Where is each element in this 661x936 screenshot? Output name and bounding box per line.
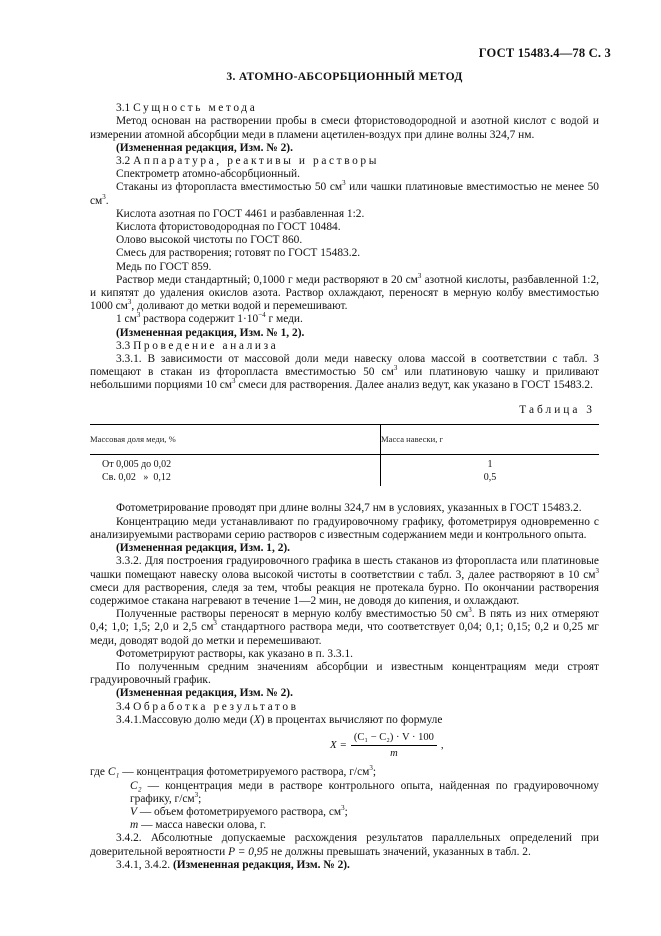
item-concentration: 1 $см^3$ раствора содержит $1\cdot 10^{-4}$ г меди.	[116, 311, 303, 326]
section-title: 3. АТОМНО-АБСОРБЦИОННЫЙ МЕТОД	[226, 70, 463, 83]
item-standard-solution: Раствор меди стандартный; 0,1000 г меди растворяют в 20 $см^3$ азотной кислоты, разбавленной 1:2, и кипятят до удаления окислов азота. Раствор охлаждают, переносят в мерную колбу вместимостью 1000 $см^3$, доливают до метки водой и перемешивают.	[90, 272, 599, 313]
table-cell: От 0,005 до 0,02	[90, 455, 381, 472]
item-hydrofluoric-acid: Кислота фтористоводородная по ГОСТ 10484.	[116, 221, 341, 234]
item-tin: Олово высокой чистоты по ГОСТ 860.	[116, 234, 303, 247]
paragraph-graph: По полученным средним значениям абсорбции и известным концентрациям меди строят градуировочный график.	[90, 660, 599, 687]
paragraph-method: Метод основан на растворении пробы в смеси фтористоводородной и азотной кислот с водой и измерении атомной абсорбции меди в пламени ацетилен-воздух при длине волны 324,7 нм.	[90, 115, 599, 141]
item-nitric-acid: Кислота азотная по ГОСТ 4461 и разбавленная 1:2.	[116, 207, 365, 220]
revision-note: (Измененная редакция, Изм. № 2).	[116, 687, 293, 700]
definition-c1: где C₁ — концентрация фотометрируемого раствора, $г/см^3$;	[90, 764, 376, 779]
paragraph-3-4-2: 3.4.2. Абсолютные допускаемые расхождения результатов параллельных определений при доверительной вероятности P = 0,95 не должны превышать значений, указанных в табл. 2.	[90, 832, 599, 858]
revision-note: (Измененная редакция, Изм. № 2).	[116, 141, 293, 154]
table-cell: 0,5	[483, 472, 497, 484]
formula-lhs: X =	[330, 739, 347, 752]
table-header-cell: Массовая доля меди, %	[90, 424, 381, 454]
subsection-3-2-heading: 3.2 Аппаратура, реактивы и растворы	[116, 155, 379, 168]
table-header-cell: Масса навески, г	[381, 424, 600, 454]
revision-note: (Измененная редакция, Изм. 1, 2).	[116, 542, 291, 555]
table-cell: 1	[487, 459, 493, 471]
table-row	[90, 455, 599, 472]
formula-fraction	[351, 731, 437, 760]
revision-note: 3.4.1, 3.4.2. (Измененная редакция, Изм. № 2).	[116, 858, 350, 871]
item-copper: Медь по ГОСТ 859.	[116, 260, 212, 273]
paragraph-3-3-2: 3.3.2. Для построения градуировочного графика в шесть стаканов из фторопласта или платиновые чашки помещают навеску олова высокой чистоты в соответствии с табл. 3, далее растворяют в 10 $см^3$ смеси для растворения, следя за тем, чтобы реакция не протекала бурно. По окончании растворения содержимое стакана нагревают в течение 1—2 мин, не доводя до кипения, и охлаждают.	[90, 555, 599, 607]
definition-v: V — объем фотометрируемого раствора, $см^3$;	[130, 804, 348, 818]
paragraph-3-3-1: 3.3.1. В зависимости от массовой доли меди навеску олова массой в соответствии с табл. 3 помещают в стакан из фторопласта вместимостью 50 $см^3$ или платиновую чашку и приливают небольшими порциями 10 $см^3$ смеси для растворения. Далее анализ ведут, как указано в ГОСТ 15483.2.	[90, 353, 599, 392]
formula-numerator: (C₁ − C₂) · V · 100	[351, 731, 437, 746]
definition-c2: C₂ — концентрация меди в растворе контрольного опыта, найденная по градуировочному графику, $г/см^3$;	[130, 779, 599, 805]
paragraph-photometry: Фотометрирование проводят при длине волны 324,7 нм в условиях, указанных в ГОСТ 15483.2.	[116, 502, 582, 515]
subsection-3-4-heading: 3.4 Обработка результатов	[116, 700, 299, 713]
subsection-3-1-heading: 3.1 Сущность метода	[116, 102, 258, 115]
table-row	[90, 471, 599, 486]
table-3	[90, 424, 599, 487]
table-cell: Св. 0,02 » 0,12	[90, 471, 381, 486]
definition-m: m — масса навески олова, г.	[130, 819, 267, 832]
document-body	[90, 70, 599, 872]
subsection-3-3-heading: 3.3 Проведение анализа	[116, 339, 279, 352]
paragraph-calibration: Концентрацию меди устанавливают по градуировочному графику, фотометрируя одновременно с анализируемыми растворами серию растворов с известным содержанием меди и контрольного опыта.	[90, 515, 599, 541]
paragraph-photometry-ref: Фотометрируют растворы, как указано в п. 3.3.1.	[116, 647, 354, 660]
page-header: ГОСТ 15483.4—78 С. 3	[478, 46, 611, 60]
formula-denominator: m	[390, 748, 398, 760]
table-caption: Таблица 3	[519, 403, 595, 416]
formula	[330, 731, 599, 760]
paragraph-3-4-1: 3.4.1.Массовую долю меди (X) в процентах вычисляют по формуле	[116, 713, 443, 726]
paragraph-solutions: Полученные растворы переносят в мерную колбу вместимостью 50 $см^3$. В пять из них отмеряют 0,4; 1,0; 1,5; 2,0 и 2,5 $см^3$ стандартного раствора меди, что соответствует 0,04; 0,1; 0,15; 0,2 и 0,25 мг меди, доводят водой до метки и перемешивают.	[90, 606, 599, 647]
formula-tail: ,	[440, 739, 444, 752]
item-beakers: Стаканы из фторопласта вместимостью 50 $см^3$ или чашки платиновые вместимостью не менее 50 $см^3$.	[90, 179, 599, 207]
item-spectrometer: Спектрометр атомно-абсорбционный.	[116, 168, 300, 181]
revision-note: (Измененная редакция, Изм. № 1, 2).	[116, 326, 305, 339]
item-mixture: Смесь для растворения; готовят по ГОСТ 15483.2.	[116, 247, 361, 260]
